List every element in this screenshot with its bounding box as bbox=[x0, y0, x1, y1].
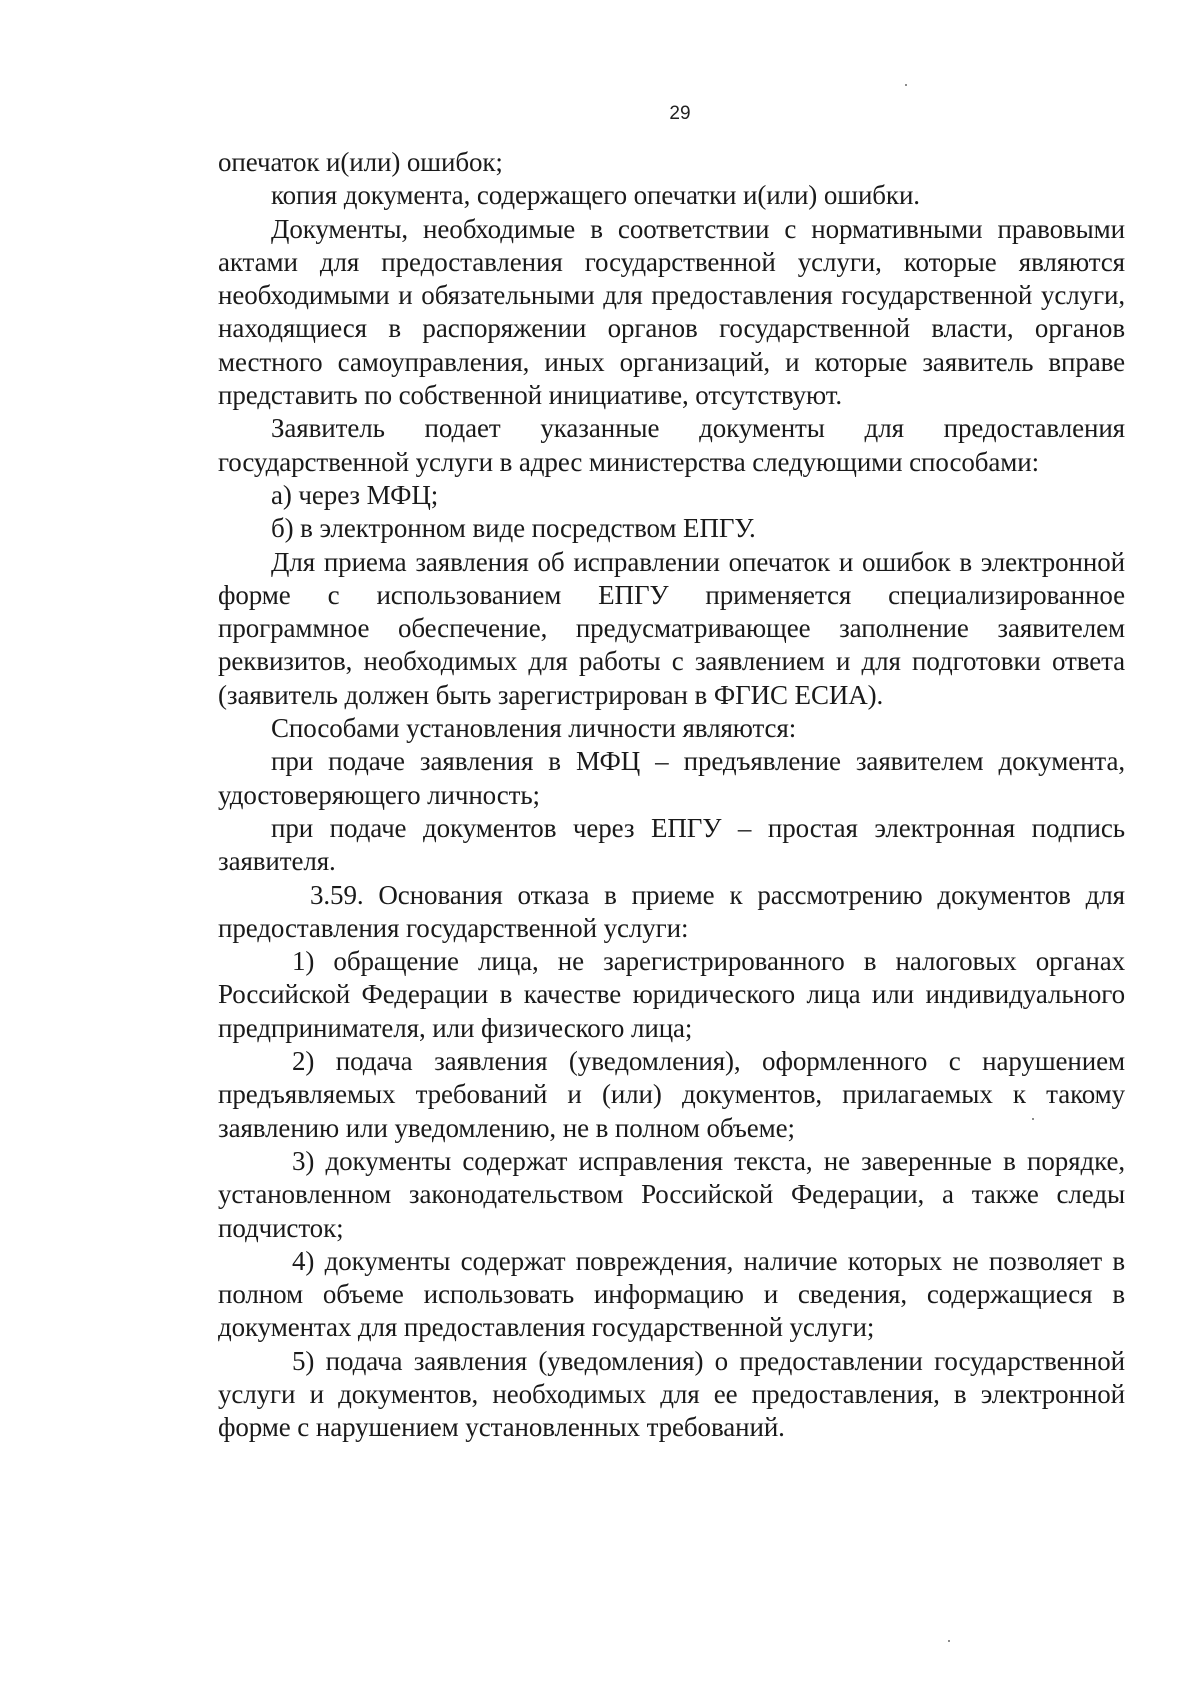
scan-speck bbox=[1032, 1118, 1034, 1120]
list-item-refusal-4: 4) документы содержат повреждения, наличие которых не позволяет в полном объеме использовать информацию и сведения, содержащиеся в документах для предоставления государственной услуги; bbox=[218, 1245, 1125, 1343]
paragraph-identification-mfc: при подаче заявления в МФЦ – предъявление заявителем документа, удостоверяющего личность; bbox=[218, 746, 1125, 810]
list-item-refusal-5: 5) подача заявления (уведомления) о предоставлении государственной услуги и документов, необходимых для ее предоставления, в электронной форме с нарушением установленных требований. bbox=[218, 1345, 1125, 1443]
paragraph-required-documents: Документы, необходимые в соответствии с нормативными правовыми актами для предоставления государственной услуги, которые являются необходимыми и обязательными для предоставления государственной услуги, находящиеся в распоряжении органов государственной власти, органов местного самоуправления, иных организаций, и которые заявитель вправе представить по собственной инициативе, отсутствуют. bbox=[218, 213, 1125, 411]
paragraph-electronic-form: Для приема заявления об исправлении опечаток и ошибок в электронной форме с использованием ЕПГУ применяется специализированное программное обеспечение, предусматривающее заполнение заявителем реквизитов, необходимых для работы с заявлением и для подготовки ответа (заявитель должен быть зарегистрирован в ФГИС ЕСИА). bbox=[218, 546, 1125, 710]
scan-speck bbox=[905, 84, 907, 86]
paragraph-typos-continued: опечаток и(или) ошибок; bbox=[218, 147, 503, 177]
document-body bbox=[218, 146, 1125, 1445]
list-item-refusal-2: 2) подача заявления (уведомления), оформленного с нарушением предъявляемых требований и (или) документов, прилагаемых к такому заявлению или уведомлению, не в полном объеме; bbox=[218, 1046, 1125, 1143]
paragraph-document-copy: копия документа, содержащего опечатки и(или) ошибки. bbox=[271, 180, 920, 211]
page-number: 29 bbox=[669, 103, 691, 124]
list-item-refusal-3: 3) документы содержат исправления текста, не заверенные в порядке, установленном законодательством Российской Федерации, а также следы подчисток; bbox=[218, 1145, 1125, 1243]
paragraph-identification-methods: Способами установления личности являются: bbox=[271, 713, 797, 744]
paragraph-identification-epgu: при подаче документов через ЕПГУ – простая электронная подпись заявителя. bbox=[218, 812, 1125, 877]
scan-speck bbox=[948, 1640, 950, 1642]
list-item-epgu: б) в электронном виде посредством ЕПГУ. bbox=[271, 513, 756, 544]
list-item-refusal-1: 1) обращение лица, не зарегистрированного в налоговых органах Российской Федерации в качестве юридического лица или индивидуального предпринимателя, или физического лица; bbox=[218, 946, 1125, 1043]
paragraph-submission-methods: Заявитель подает указанные документы для предоставления государственной услуги в адрес министерства следующими способами: bbox=[218, 413, 1125, 477]
section-heading-3-59: 3.59. Основания отказа в приеме к рассмотрению документов для предоставления государственной услуги: bbox=[218, 879, 1125, 943]
list-item-mfc: а) через МФЦ; bbox=[271, 479, 439, 510]
